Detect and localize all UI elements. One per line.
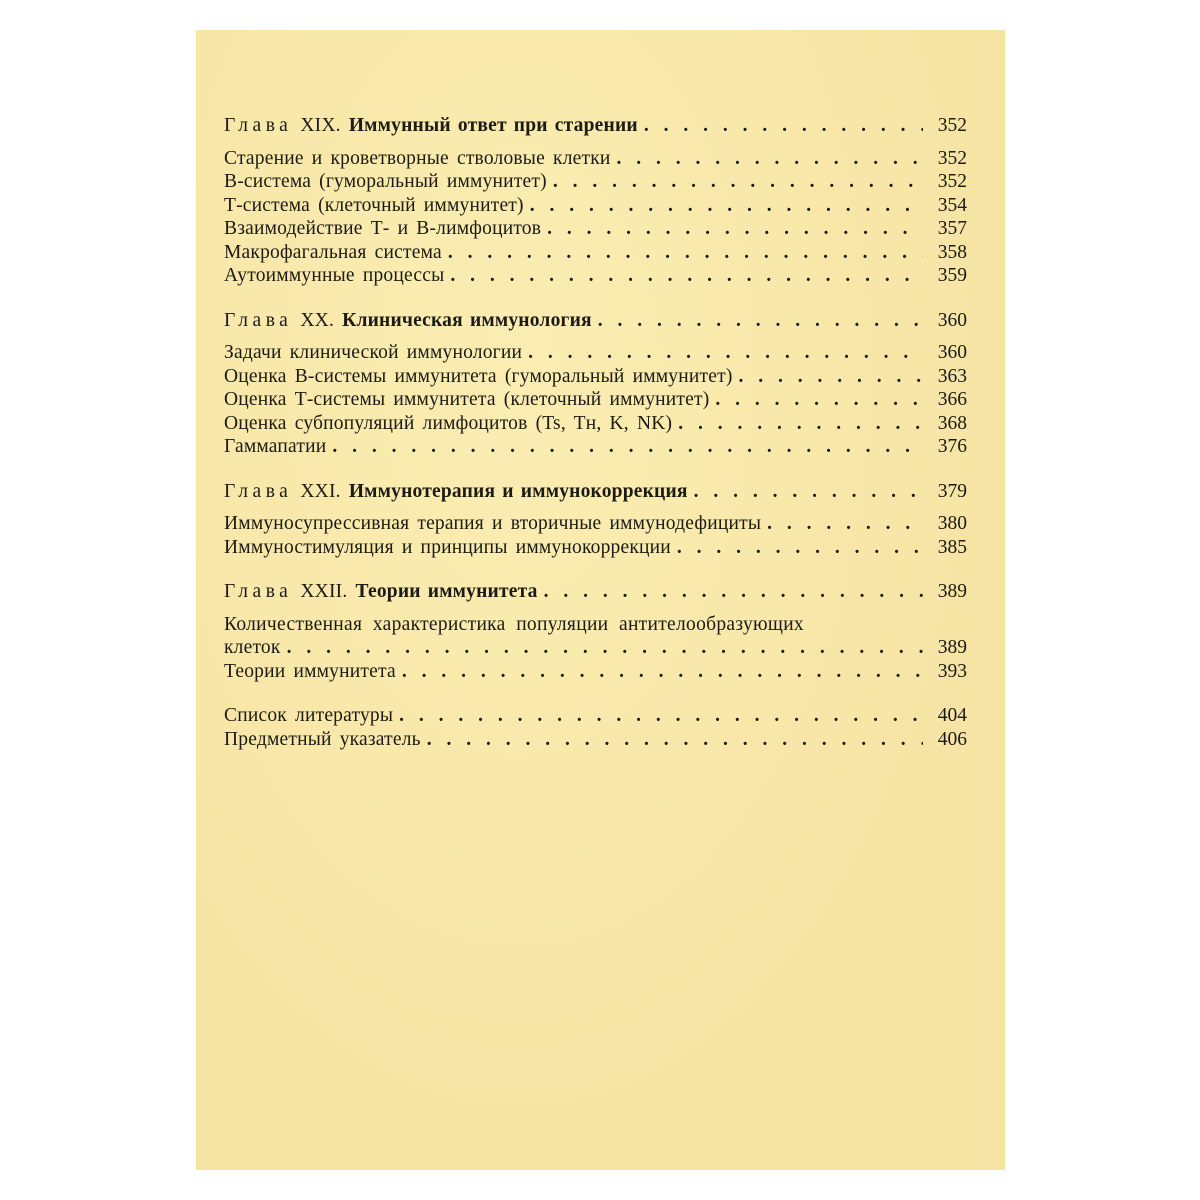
entry-title: Оценка Т-системы иммунитета (клеточный иммунитет) (224, 389, 710, 410)
leader-dots (421, 728, 923, 752)
leader-dots (709, 388, 923, 412)
entry-title: Иммуностимуляция и принципы иммунокоррекции (224, 536, 671, 558)
chapter-heading[interactable] (224, 580, 967, 604)
page-number: 354 (937, 194, 967, 216)
toc-entry[interactable] (224, 636, 967, 660)
toc-entry[interactable] (224, 388, 967, 412)
leader-dots (393, 704, 923, 728)
page-number: 406 (937, 728, 967, 750)
page-number: 368 (937, 412, 967, 434)
page-number: 385 (937, 536, 967, 558)
chapter-heading[interactable] (224, 309, 967, 333)
page-number: 358 (937, 241, 967, 263)
page-number: 357 (937, 218, 967, 239)
page-number: 352 (937, 147, 967, 169)
chapter-prefix: Глава (224, 115, 293, 136)
leader-dots (538, 580, 923, 604)
page-number: 380 (937, 513, 967, 534)
toc-entry[interactable] (224, 341, 967, 365)
entry-title: Аутоиммунные процессы (224, 265, 445, 286)
toc-entry[interactable] (224, 147, 967, 171)
leader-dots (592, 309, 923, 333)
toc-entry[interactable] (224, 194, 967, 218)
entry-title: Оценка В-системы иммунитета (гуморальный иммунитет) (224, 365, 733, 387)
entry-title: Гаммапатии (224, 436, 327, 457)
toc-entry[interactable] (224, 660, 967, 684)
toc-entry[interactable] (224, 217, 967, 241)
chapter-heading[interactable] (224, 480, 967, 504)
page-number: 366 (937, 389, 967, 410)
page-number: 360 (937, 342, 967, 363)
leader-dots (444, 264, 923, 288)
entry-title: Т-система (клеточный иммунитет) (224, 194, 524, 216)
toc-entry[interactable] (224, 704, 967, 728)
toc-entry[interactable] (224, 728, 967, 752)
leader-dots (547, 170, 923, 194)
leader-dots (638, 114, 923, 138)
toc-entry[interactable] (224, 241, 967, 265)
leader-dots (524, 194, 923, 218)
page-number: 352 (937, 171, 967, 192)
toc-entry[interactable] (224, 170, 967, 194)
entry-title-line-2: клеток (224, 637, 281, 658)
entry-title-line-1[interactable]: Количественная характеристика популяции антителообразующих (224, 613, 804, 635)
chapter-title: Клиническая иммунология (342, 309, 592, 331)
entry-title: Задачи клинической иммунологии (224, 342, 523, 363)
chapter-title: Иммунотерапия и иммунокоррекция (348, 480, 688, 502)
chapter-prefix: Глава (224, 309, 293, 331)
leader-dots (541, 217, 923, 241)
leader-dots (761, 512, 923, 536)
chapter-prefix: Глава (224, 581, 293, 602)
table-of-contents (224, 114, 967, 751)
toc-entry[interactable] (224, 412, 967, 436)
page-number: 360 (937, 309, 967, 331)
page-number: 389 (937, 637, 967, 658)
entry-title: Оценка субпопуляций лимфоцитов (Ts, Tн, K, NK) (224, 412, 673, 434)
page-number: 389 (937, 581, 967, 602)
toc-entry[interactable] (224, 264, 967, 288)
chapter-prefix: Глава (224, 480, 293, 502)
leader-dots (733, 365, 923, 389)
book-page (196, 30, 1005, 1170)
toc-entry[interactable] (224, 435, 967, 459)
leader-dots (281, 636, 923, 660)
chapter-title: Иммунный ответ при старении (348, 115, 638, 136)
entry-title: Взаимодействие Т- и В-лимфоцитов (224, 218, 542, 239)
page-number: 376 (937, 436, 967, 457)
chapter-number: XXII. (300, 581, 348, 602)
chapter-number: XX. (300, 309, 335, 331)
page-number: 379 (937, 480, 967, 502)
toc-entry[interactable] (224, 536, 967, 560)
page-number: 363 (937, 365, 967, 387)
entry-title: Старение и кроветворные стволовые клетки (224, 147, 611, 169)
leader-dots (688, 480, 923, 504)
toc-entry[interactable] (224, 365, 967, 389)
leader-dots (326, 435, 923, 459)
chapter-number: XIX. (300, 115, 341, 136)
entry-title: Макрофагальная система (224, 241, 442, 263)
chapter-title: Теории иммунитета (355, 581, 538, 602)
entry-title: Список литературы (224, 705, 394, 726)
leader-dots (442, 241, 923, 265)
leader-dots (611, 147, 923, 171)
chapter-heading[interactable] (224, 114, 967, 138)
chapter-number: XXI. (300, 480, 341, 502)
toc-entry[interactable] (224, 512, 967, 536)
entry-title: Предметный указатель (224, 728, 421, 750)
entry-title: Теории иммунитета (224, 660, 396, 682)
entry-title: Иммуносупрессивная терапия и вторичные иммунодефициты (224, 513, 762, 534)
leader-dots (671, 536, 923, 560)
page-number: 352 (937, 115, 967, 136)
leader-dots (396, 660, 923, 684)
page-number: 359 (937, 265, 967, 286)
entry-title: В-система (гуморальный иммунитет) (224, 171, 547, 192)
page-number: 404 (937, 705, 967, 726)
page-number: 393 (937, 660, 967, 682)
leader-dots (522, 341, 923, 365)
leader-dots (672, 412, 923, 436)
